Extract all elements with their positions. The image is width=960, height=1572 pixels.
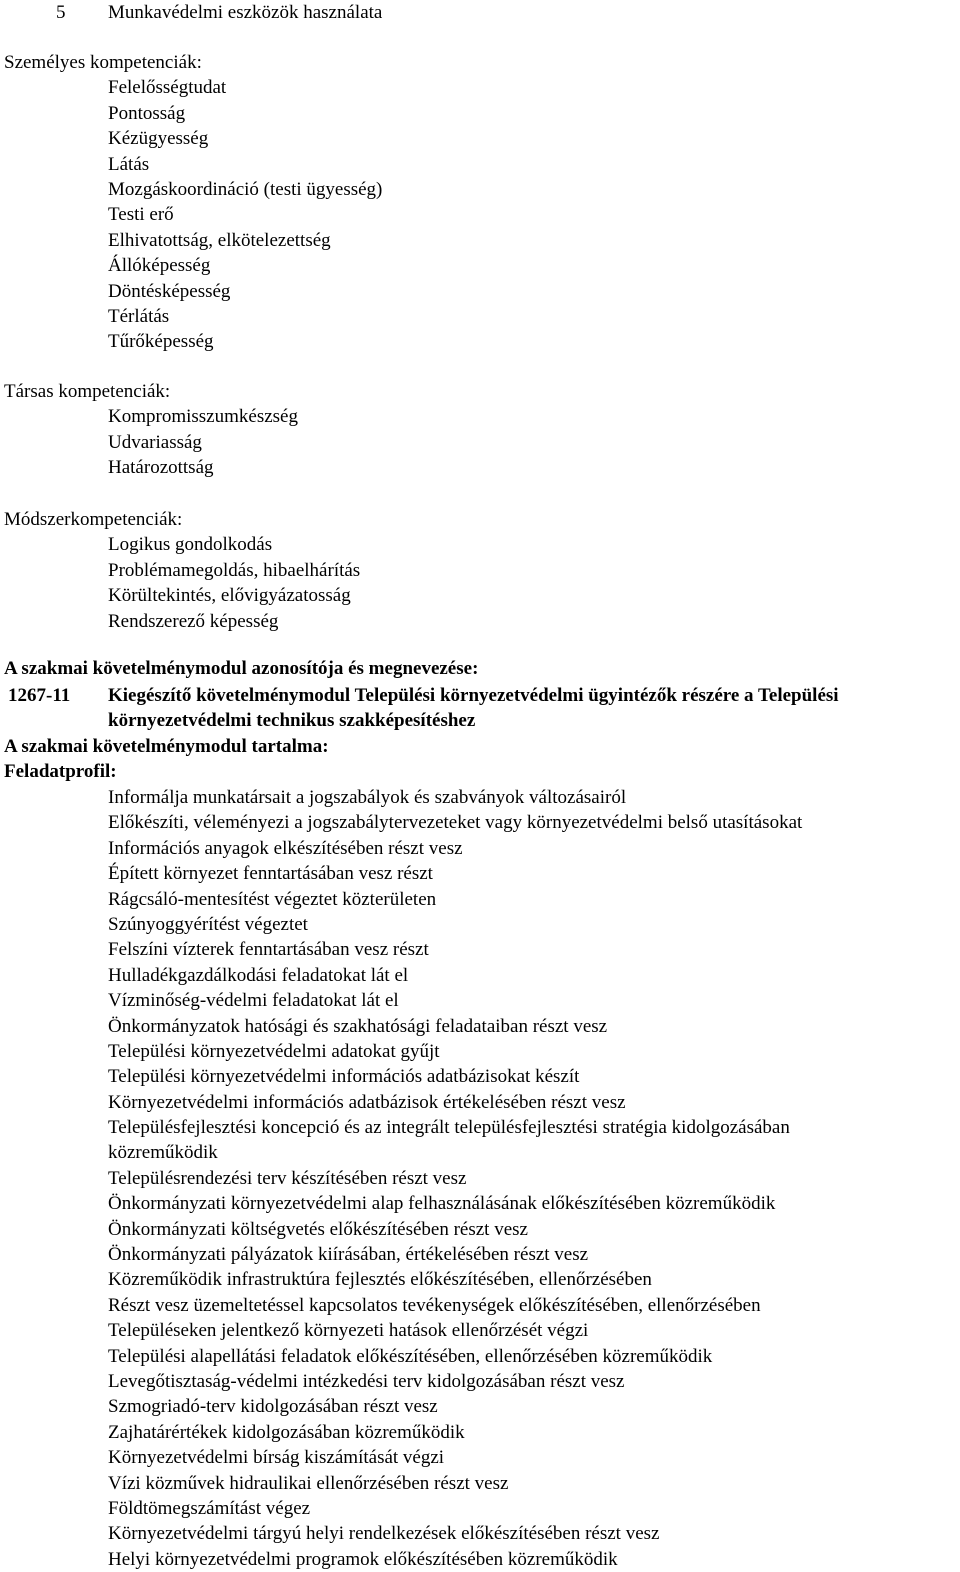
competency-item: Kézügyesség — [108, 128, 209, 150]
task-item: Felszíni vízterek fenntartásában vesz részt — [108, 939, 429, 961]
task-item: Épített környezet fenntartásában vesz részt — [108, 863, 433, 885]
method-competencies-heading: Módszerkompetenciák: — [4, 509, 183, 530]
competency-item: Határozottság — [108, 457, 214, 479]
competency-item: Udvariasság — [108, 431, 202, 453]
task-item: Levegőtisztaság-védelmi intézkedési terv kidolgozásában részt vesz — [108, 1370, 625, 1392]
module-code: 1267-11 — [8, 685, 71, 706]
module-title — [108, 683, 960, 734]
competency-item: Állóképesség — [108, 255, 211, 277]
task-item: Önkormányzatok hatósági és szakhatósági feladataiban részt vesz — [108, 1015, 608, 1037]
competency-item: Látás — [108, 153, 150, 175]
task-item: Környezetvédelmi bírság kiszámítását végzi — [108, 1447, 445, 1469]
social-competencies-list — [0, 404, 960, 480]
competency-item: Térlátás — [108, 305, 170, 327]
competency-item: Kompromisszumkészség — [108, 406, 298, 428]
task-item: Települési környezetvédelmi információs adatbázisokat készít — [108, 1066, 580, 1088]
task-profile-list — [0, 785, 960, 1572]
method-competencies-list — [0, 532, 960, 634]
task-profile-heading: Feladatprofil: — [4, 761, 117, 783]
task-item: Előkészíti, véleményezi a jogszabálytervezeteket vagy környezetvédelmi belső utasításokat — [108, 812, 803, 834]
task-item: Vízminőség-védelmi feladatokat lát el — [108, 990, 399, 1012]
module-section — [0, 656, 960, 732]
task-item: Településrendezési terv készítésében részt vesz — [108, 1167, 467, 1189]
list-item-text: Munkavédelmi eszközök használata — [108, 2, 383, 23]
task-item: Önkormányzati költségvetés előkészítésében részt vesz — [108, 1218, 528, 1240]
personal-competencies-section — [0, 50, 960, 355]
competency-item: Rendszerező képesség — [108, 610, 279, 632]
task-item: Helyi környezetvédelmi programok előkészítésében közreműködik — [108, 1548, 618, 1570]
task-item: Önkormányzati környezetvédelmi alap felhasználásának előkészítésében közreműködik — [108, 1193, 776, 1215]
competency-item: Problémamegoldás, hibaelhárítás — [108, 559, 361, 581]
task-item: Településeken jelentkező környezeti hatások ellenőrzését végzi — [108, 1320, 589, 1342]
personal-competencies-list — [0, 75, 960, 354]
task-item: Települési alapellátási feladatok előkészítésében, ellenőrzésében közreműködik — [108, 1345, 713, 1367]
competency-item: Pontosság — [108, 102, 186, 124]
task-item: Vízi közművek hidraulikai ellenőrzésében részt vesz — [108, 1472, 509, 1494]
task-item: Környezetvédelmi tárgyú helyi rendelkezések előkészítésében részt vesz — [108, 1523, 660, 1545]
competency-item: Felelősségtudat — [108, 77, 227, 99]
task-item: Településfejlesztési koncepció és az integrált településfejlesztési stratégia kidolgozásában — [108, 1117, 790, 1139]
task-item: Hulladékgazdálkodási feladatokat lát el — [108, 964, 409, 986]
competency-item: Logikus gondolkodás — [108, 534, 273, 556]
competency-item: Mozgáskoordináció (testi ügyesség) — [108, 178, 383, 200]
module-content-section — [0, 734, 960, 785]
task-item: Informálja munkatársait a jogszabályok és szabványok változásairól — [108, 787, 627, 808]
module-title-line: Kiegészítő követelménymodul Települési környezetvédelmi ügyintézők részére a Települési — [108, 685, 839, 706]
task-item: Önkormányzati pályázatok kiírásában, értékelésében részt vesz — [108, 1244, 589, 1266]
task-item: Szúnyoggyérítést végeztet — [108, 913, 308, 935]
personal-competencies-heading: Személyes kompetenciák: — [4, 52, 202, 73]
social-competencies-heading: Társas kompetenciák: — [4, 381, 171, 402]
method-competencies-section — [0, 507, 960, 634]
competency-item: Körültekintés, elővigyázatosság — [108, 585, 351, 607]
competency-item: Tűrőképesség — [108, 331, 214, 353]
task-item: Környezetvédelmi információs adatbázisok értékelésében részt vesz — [108, 1091, 626, 1113]
task-item: Részt vesz üzemeltetéssel kapcsolatos tevékenységek előkészítésében, ellenőrzésében — [108, 1294, 761, 1316]
task-item: Információs anyagok elkészítésében részt vesz — [108, 837, 463, 859]
list-item-number: 5 — [56, 2, 66, 23]
competency-item: Döntésképesség — [108, 280, 231, 302]
module-id-heading: A szakmai követelménymodul azonosítója és megnevezése: — [4, 658, 479, 679]
module-content-heading: A szakmai követelménymodul tartalma: — [4, 736, 329, 757]
task-item: Földtömegszámítást végez — [108, 1497, 311, 1519]
competency-item: Testi erő — [108, 204, 174, 226]
competency-item: Elhivatottság, elkötelezettség — [108, 229, 331, 251]
task-item: Szmogriadó-terv kidolgozásában részt vesz — [108, 1396, 438, 1418]
module-code-row — [0, 683, 960, 734]
task-item: Rágcsáló-mentesítést végeztet közterületen — [108, 888, 437, 910]
task-item: közreműködik — [108, 1142, 218, 1164]
social-competencies-section — [0, 379, 960, 481]
task-item: Települési környezetvédelmi adatokat gyűjt — [108, 1040, 440, 1062]
task-item: Közreműködik infrastruktúra fejlesztés előkészítésében, ellenőrzésében — [108, 1269, 652, 1291]
module-title-line: környezetvédelmi technikus szakképesítéshez — [108, 710, 476, 732]
numbered-list-item — [0, 0, 960, 25]
task-item: Zajhatárértékek kidolgozásában közreműködik — [108, 1421, 465, 1443]
